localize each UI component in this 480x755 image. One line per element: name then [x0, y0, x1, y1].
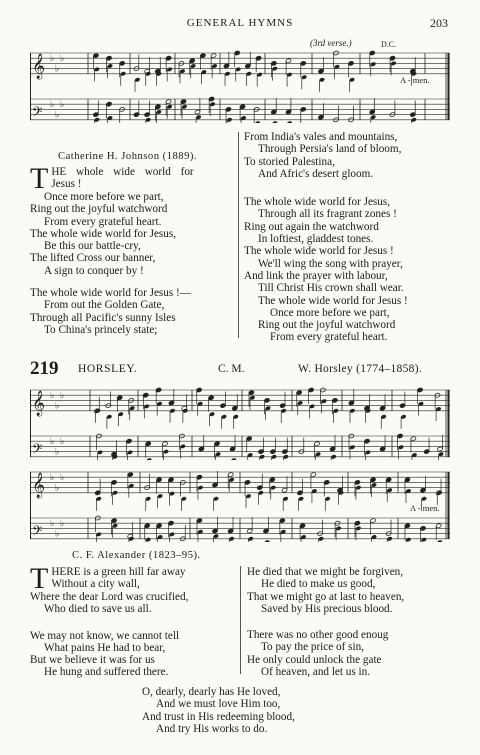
svg-text:♭: ♭	[60, 473, 65, 484]
svg-text:𝄢: 𝄢	[32, 103, 43, 123]
music-score-top	[30, 47, 450, 123]
svg-text:♭: ♭	[50, 473, 55, 484]
dc-mark: D.C.	[381, 40, 397, 49]
svg-text:♭: ♭	[55, 64, 60, 75]
author-prev: Catherine H. Johnson (1889).	[58, 151, 198, 162]
verse-line: And link the prayer with labour,	[244, 269, 388, 282]
svg-text:𝄞: 𝄞	[32, 472, 46, 498]
amen-219: A - men.	[410, 503, 440, 513]
verse-line: There was no other good enoug	[247, 629, 389, 642]
verse-line: HERE is a green hill far away	[51, 566, 186, 578]
svg-text:♭: ♭	[55, 401, 60, 412]
verse-line: And Afric's desert gloom.	[258, 167, 374, 180]
author-219: C. F. Alexander (1823–95).	[72, 550, 201, 561]
hymn-219-right-column	[247, 566, 457, 678]
verse-line: From India's vales and mountains,	[244, 131, 398, 143]
verse-line: He only could unlock the gate	[247, 653, 382, 666]
verse-line: From out the Golden Gate,	[44, 299, 165, 312]
verse-line: He died to make us good,	[261, 578, 376, 591]
verse-line: And trust in His redeeming blood,	[142, 710, 295, 723]
verse-line: Saved by His precious blood.	[261, 602, 393, 615]
svg-text:𝄞: 𝄞	[32, 390, 46, 416]
verse-line: The whole wide world for Jesus !—	[30, 287, 191, 300]
verse-line: Through all its fragrant zones !	[258, 208, 397, 221]
verse-line: Jesus !	[51, 178, 82, 191]
svg-text:♭: ♭	[50, 391, 55, 402]
svg-text:𝄢: 𝄢	[32, 522, 43, 542]
verse-line: The whole wide world for Jesus,	[244, 196, 391, 209]
svg-text:♭: ♭	[50, 54, 55, 65]
hymn-219-left-column	[30, 562, 240, 679]
svg-text:♭: ♭	[60, 391, 65, 402]
verse-line: HE whole wide world for	[51, 166, 194, 178]
verse-line: The whole wide world for Jesus !	[258, 294, 408, 307]
music-system-219-b	[30, 466, 450, 542]
verse-line: Where the dear Lord was crucified,	[30, 591, 189, 603]
verse-line: To China's princely state;	[44, 323, 158, 336]
music-system-219-a	[30, 384, 450, 460]
verse-line: The lifted Cross our banner,	[30, 252, 156, 265]
verse-line: Who died to save us all.	[44, 603, 152, 616]
music-score-219-b	[30, 466, 450, 542]
verse-line: O, dearly, dearly has He loved,	[142, 686, 281, 698]
verse-line: He died that we might be forgiven,	[247, 566, 404, 578]
hymn-prev-right-column	[244, 131, 454, 344]
verse-line: Be this our battle-cry,	[44, 240, 141, 253]
verse-line: We'll wing the song with prayer,	[258, 257, 403, 270]
verse-line: Ring out again the watchword	[244, 220, 379, 233]
svg-text:♭: ♭	[60, 54, 65, 65]
verse-line: And try His works to do.	[156, 722, 268, 735]
svg-text:♭: ♭	[55, 483, 60, 494]
page-number: 203	[430, 16, 448, 30]
meter: C. M.	[218, 363, 245, 375]
running-head: GENERAL HYMNS	[186, 17, 294, 29]
amen-top: A - men.	[400, 75, 430, 85]
hymn-number: 219	[30, 358, 59, 379]
column-rule	[240, 566, 241, 674]
svg-text:♭: ♭	[55, 447, 60, 458]
music-score-219-a	[30, 384, 450, 460]
svg-text:♭: ♭	[60, 100, 65, 111]
verse-line: From every grateful heart.	[44, 215, 162, 228]
dropcap-prev: T	[30, 162, 49, 195]
verse-line: To storied Palestina,	[244, 155, 335, 168]
verse-line: To pay the price of sin,	[261, 641, 364, 654]
column-rule	[238, 132, 239, 338]
verse-line: In loftiest, gladdest tones.	[258, 233, 374, 246]
svg-text:♭: ♭	[60, 437, 65, 448]
verse-line: Once more before we part,	[44, 191, 164, 203]
verse-line: We may not know, we cannot tell	[30, 629, 180, 642]
verse-line: And we must love Him too,	[156, 698, 281, 711]
verse-line: But we believe it was for us	[30, 654, 155, 667]
verse-line: A sign to conquer by !	[44, 264, 144, 277]
verse-line: Through all Pacific's sunny Isles	[30, 311, 176, 324]
verse-line: Once more before we part,	[270, 306, 390, 319]
verse-line: Ring out the joyful watchword	[258, 319, 396, 332]
verse-line: The whole wide world for Jesus,	[30, 227, 177, 240]
svg-text:♭: ♭	[50, 437, 55, 448]
music-system-top	[30, 47, 450, 123]
hymn-219-final-verse	[142, 686, 382, 735]
svg-text:♭: ♭	[60, 519, 65, 530]
verse-line: Of heaven, and let us in.	[261, 666, 371, 679]
verse-note: (3rd verse.)	[310, 38, 352, 48]
svg-text:♭: ♭	[50, 100, 55, 111]
svg-text:♭: ♭	[50, 519, 55, 530]
verse-line: He hung and suffered there.	[44, 666, 169, 679]
svg-text:♭: ♭	[55, 110, 60, 121]
svg-text:♭: ♭	[55, 529, 60, 540]
composer: W. Horsley (1774–1858).	[298, 363, 423, 375]
verse-line: That we might go at last to heaven,	[247, 590, 405, 603]
verse-line: From every grateful heart.	[270, 331, 388, 344]
svg-text:𝄢: 𝄢	[32, 440, 43, 460]
dropcap-219: T	[30, 562, 49, 595]
verse-line: Through Persia's land of bloom,	[258, 143, 402, 156]
verse-line: Till Christ His crown shall wear.	[258, 282, 404, 295]
verse-line: Ring out the joyful watchword	[30, 203, 168, 216]
verse-line: Without a city wall,	[51, 578, 140, 591]
svg-text:𝄞: 𝄞	[32, 53, 46, 79]
verse-line: What pains He had to bear,	[44, 641, 166, 654]
hymn-prev-left-column	[30, 162, 238, 336]
verse-line: The whole wide world for Jesus !	[244, 245, 394, 258]
hymn-219-heading	[30, 358, 450, 378]
tune-name: HORSLEY.	[78, 363, 138, 375]
